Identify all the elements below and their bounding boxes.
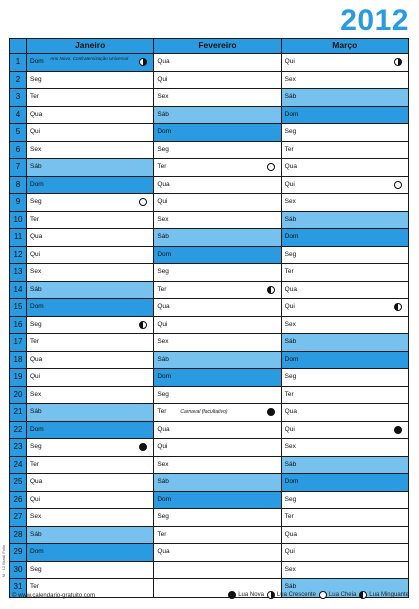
day-cell-marco bbox=[282, 72, 408, 89]
day-cell-marco bbox=[282, 562, 408, 579]
weekday-label: Ter bbox=[30, 460, 40, 468]
day-cell-janeiro bbox=[27, 492, 154, 509]
day-cell-janeiro bbox=[27, 404, 154, 421]
calendar-row-day-24 bbox=[10, 457, 408, 475]
day-cell-janeiro bbox=[27, 317, 154, 334]
day-cell-fevereiro bbox=[154, 264, 281, 281]
last-quarter-moon-icon bbox=[139, 321, 147, 329]
calendar-rows bbox=[10, 54, 408, 597]
calendar-row-day-7 bbox=[10, 159, 408, 177]
day-number: 23 bbox=[10, 439, 27, 456]
new-moon-icon bbox=[139, 443, 147, 451]
day-cell-fevereiro bbox=[154, 317, 281, 334]
day-number: 6 bbox=[10, 142, 27, 159]
day-cell-fevereiro bbox=[154, 282, 281, 299]
day-cell-marco bbox=[282, 404, 408, 421]
new-moon-icon bbox=[228, 591, 236, 599]
day-cell-janeiro bbox=[27, 159, 154, 176]
weekday-label: Qui bbox=[157, 198, 168, 206]
weekday-label: Qui bbox=[284, 303, 295, 311]
day-cell-janeiro bbox=[27, 527, 154, 544]
moon-legend bbox=[228, 591, 409, 599]
month-header-marco: Março bbox=[332, 40, 358, 50]
day-cell-fevereiro bbox=[154, 194, 281, 211]
calendar-row-day-10 bbox=[10, 212, 408, 230]
footer-website: © www.calendario-gratuito.com bbox=[12, 593, 96, 599]
day-cell-janeiro bbox=[27, 264, 154, 281]
weekday-label: Qua bbox=[157, 548, 170, 556]
weekday-label: Sáb bbox=[284, 460, 297, 468]
new-moon-icon bbox=[394, 426, 402, 434]
weekday-label: Dom bbox=[284, 233, 299, 241]
weekday-label: Qua bbox=[157, 303, 170, 311]
month-header-janeiro: Janeiro bbox=[27, 39, 154, 53]
header-corner bbox=[10, 39, 27, 53]
day-cell-marco bbox=[282, 387, 408, 404]
calendar-row-day-18 bbox=[10, 352, 408, 370]
weekday-label: Ter bbox=[284, 145, 294, 153]
weekday-label: Qui bbox=[157, 320, 168, 328]
calendar-row-day-20 bbox=[10, 387, 408, 405]
weekday-label: Sex bbox=[157, 338, 169, 346]
day-cell-marco bbox=[282, 54, 408, 71]
weekday-label: Ter bbox=[30, 93, 40, 101]
day-cell-janeiro bbox=[27, 509, 154, 526]
weekday-label: Qui bbox=[284, 180, 295, 188]
weekday-label: Ter bbox=[30, 338, 40, 346]
calendar-row-day-5 bbox=[10, 124, 408, 142]
day-number: 14 bbox=[10, 282, 27, 299]
day-cell-marco bbox=[282, 439, 408, 456]
calendar-row-day-16 bbox=[10, 317, 408, 335]
day-cell-fevereiro bbox=[154, 562, 281, 579]
weekday-label: Qua bbox=[157, 180, 170, 188]
day-cell-marco bbox=[282, 264, 408, 281]
day-cell-janeiro bbox=[27, 89, 154, 106]
weekday-label: Seg bbox=[30, 198, 42, 206]
day-cell-janeiro bbox=[27, 247, 154, 264]
day-number: 27 bbox=[10, 509, 27, 526]
weekday-label: Seg bbox=[157, 390, 169, 398]
legend-item bbox=[228, 591, 264, 599]
weekday-label: Qua bbox=[284, 408, 297, 416]
day-cell-janeiro bbox=[27, 439, 154, 456]
weekday-label: Seg bbox=[30, 443, 42, 451]
calendar-row-day-3 bbox=[10, 89, 408, 107]
weekday-label: Sáb bbox=[157, 478, 169, 486]
day-cell-marco bbox=[282, 352, 408, 369]
weekday-label: Dom bbox=[30, 58, 44, 65]
calendar-row-day-4 bbox=[10, 107, 408, 125]
calendar-row-day-26 bbox=[10, 492, 408, 510]
last-quarter-moon-icon bbox=[394, 303, 402, 311]
weekday-label: Sex bbox=[30, 145, 42, 153]
calendar-row-day-6 bbox=[10, 142, 408, 160]
day-cell-janeiro bbox=[27, 194, 154, 211]
weekday-label: Dom bbox=[284, 355, 299, 363]
day-cell-marco bbox=[282, 334, 408, 351]
weekday-label: Sáb bbox=[157, 233, 169, 241]
day-cell-marco bbox=[282, 544, 408, 561]
day-cell-janeiro bbox=[27, 562, 154, 579]
day-cell-marco bbox=[282, 369, 408, 386]
calendar-row-day-30 bbox=[10, 562, 408, 580]
day-number: 4 bbox=[10, 107, 27, 124]
weekday-label: Sáb bbox=[30, 285, 42, 293]
calendar-row-day-22 bbox=[10, 422, 408, 440]
day-number: 20 bbox=[10, 387, 27, 404]
weekday-label: Seg bbox=[284, 373, 297, 381]
weekday-label: Ter bbox=[30, 583, 40, 591]
weekday-label: Sex bbox=[284, 320, 296, 328]
weekday-label: Sáb bbox=[157, 110, 169, 118]
weekday-label: Qua bbox=[157, 58, 170, 65]
weekday-label: Qui bbox=[157, 75, 168, 83]
weekday-label: Seg bbox=[157, 268, 169, 276]
weekday-label: Seg bbox=[30, 565, 42, 573]
calendar-row-day-28 bbox=[10, 527, 408, 545]
day-number: 1 bbox=[10, 54, 27, 71]
calendar-row-day-25 bbox=[10, 474, 408, 492]
day-number: 29 bbox=[10, 544, 27, 561]
weekday-label: Qui bbox=[30, 495, 41, 503]
new-moon-icon bbox=[267, 408, 275, 416]
day-number: 7 bbox=[10, 159, 27, 176]
legend-label: Lua Minguante bbox=[369, 592, 409, 598]
day-number: 2 bbox=[10, 72, 27, 89]
day-cell-fevereiro bbox=[154, 299, 281, 316]
year-title: 2012 bbox=[340, 4, 409, 37]
day-number: 21 bbox=[10, 404, 27, 421]
day-cell-fevereiro bbox=[154, 247, 281, 264]
calendar-row-day-29 bbox=[10, 544, 408, 562]
day-cell-janeiro bbox=[27, 457, 154, 474]
holiday-note: Ano Novo, Confraternização Universal bbox=[50, 56, 129, 61]
weekday-label: Qui bbox=[284, 58, 295, 65]
weekday-label: Ter bbox=[284, 268, 294, 276]
day-cell-janeiro bbox=[27, 72, 154, 89]
day-number: 5 bbox=[10, 124, 27, 141]
day-number: 9 bbox=[10, 194, 27, 211]
weekday-label: Sáb bbox=[284, 338, 297, 346]
weekday-label: Sáb bbox=[30, 408, 42, 416]
weekday-label: Sex bbox=[284, 75, 296, 83]
weekday-label: Sex bbox=[157, 93, 169, 101]
day-cell-marco bbox=[282, 422, 408, 439]
weekday-label: Sáb bbox=[284, 583, 297, 591]
day-cell-fevereiro bbox=[154, 544, 281, 561]
legend-item bbox=[359, 591, 409, 599]
day-cell-fevereiro bbox=[154, 387, 281, 404]
weekday-label: Qua bbox=[30, 355, 43, 363]
calendar-row-day-12 bbox=[10, 247, 408, 265]
day-cell-janeiro bbox=[27, 422, 154, 439]
weekday-label: Seg bbox=[284, 128, 297, 136]
calendar-row-day-27 bbox=[10, 509, 408, 527]
weekday-label: Dom bbox=[30, 180, 44, 188]
weekday-label: Seg bbox=[30, 75, 42, 83]
day-cell-fevereiro bbox=[154, 177, 281, 194]
weekday-label: Sex bbox=[30, 513, 42, 521]
day-cell-janeiro bbox=[27, 54, 154, 71]
full-moon-icon bbox=[394, 181, 402, 189]
weekday-label: Qua bbox=[30, 478, 43, 486]
day-cell-fevereiro bbox=[154, 492, 281, 509]
calendar-row-day-21 bbox=[10, 404, 408, 422]
weekday-label: Sáb bbox=[284, 93, 297, 101]
last-quarter-moon-icon bbox=[267, 286, 275, 294]
calendar-row-day-9 bbox=[10, 194, 408, 212]
weekday-label: Ter bbox=[157, 285, 167, 293]
weekday-label: Dom bbox=[30, 425, 44, 433]
weekday-label: Qua bbox=[157, 425, 170, 433]
first-quarter-moon-icon bbox=[139, 58, 147, 66]
day-cell-fevereiro bbox=[154, 124, 281, 141]
day-cell-janeiro bbox=[27, 474, 154, 491]
day-cell-fevereiro bbox=[154, 107, 281, 124]
first-quarter-moon-icon bbox=[267, 591, 275, 599]
day-number: 18 bbox=[10, 352, 27, 369]
calendar-row-day-15 bbox=[10, 299, 408, 317]
weekday-label: Sáb bbox=[30, 530, 42, 538]
weekday-label: Qui bbox=[284, 425, 295, 433]
weekday-label: Qui bbox=[30, 373, 41, 381]
day-cell-fevereiro bbox=[154, 527, 281, 544]
day-cell-marco bbox=[282, 474, 408, 491]
day-number: 13 bbox=[10, 264, 27, 281]
weekday-label: Qui bbox=[284, 548, 295, 556]
day-cell-fevereiro bbox=[154, 89, 281, 106]
day-number: 17 bbox=[10, 334, 27, 351]
calendar-row-day-2 bbox=[10, 72, 408, 90]
day-cell-marco bbox=[282, 194, 408, 211]
weekday-label: Ter bbox=[157, 530, 167, 538]
day-cell-janeiro bbox=[27, 544, 154, 561]
weekday-label: Sex bbox=[30, 390, 42, 398]
day-cell-fevereiro bbox=[154, 474, 281, 491]
weekday-label: Dom bbox=[157, 128, 172, 136]
holiday-note: Carnaval (facultativo) bbox=[180, 409, 228, 416]
day-number: 8 bbox=[10, 177, 27, 194]
day-cell-janeiro bbox=[27, 334, 154, 351]
day-number: 24 bbox=[10, 457, 27, 474]
weekday-label: Sex bbox=[284, 565, 296, 573]
weekday-label: Sáb bbox=[284, 215, 297, 223]
day-cell-janeiro bbox=[27, 299, 154, 316]
day-number: 31 bbox=[10, 579, 27, 597]
last-quarter-moon-icon bbox=[359, 591, 367, 599]
day-number: 26 bbox=[10, 492, 27, 509]
calendar-row-day-11 bbox=[10, 229, 408, 247]
day-cell-marco bbox=[282, 159, 408, 176]
weekday-label: Qua bbox=[284, 163, 297, 171]
weekday-label: Qua bbox=[30, 110, 43, 118]
day-cell-marco bbox=[282, 89, 408, 106]
calendar-row-day-1 bbox=[10, 54, 408, 72]
day-cell-marco bbox=[282, 212, 408, 229]
weekday-label: Sex bbox=[157, 460, 169, 468]
legend-label: Lua Cheia bbox=[328, 592, 357, 598]
weekday-label: Ter bbox=[157, 408, 167, 416]
weekday-label: Sex bbox=[157, 215, 169, 223]
day-cell-fevereiro bbox=[154, 159, 281, 176]
weekday-label: Seg bbox=[30, 320, 42, 328]
weekday-label: Sex bbox=[284, 198, 296, 206]
day-cell-marco bbox=[282, 527, 408, 544]
weekday-label: Seg bbox=[157, 513, 169, 521]
day-cell-janeiro bbox=[27, 369, 154, 386]
weekday-label: Ter bbox=[30, 215, 40, 223]
day-cell-fevereiro bbox=[154, 422, 281, 439]
day-number: 12 bbox=[10, 247, 27, 264]
calendar-row-day-8 bbox=[10, 177, 408, 195]
calendar-grid bbox=[9, 38, 409, 598]
day-cell-janeiro bbox=[27, 124, 154, 141]
day-number: 28 bbox=[10, 527, 27, 544]
legend-label: Lua Nova bbox=[238, 592, 264, 598]
weekday-label: Qua bbox=[284, 530, 297, 538]
weekday-label: Sáb bbox=[157, 355, 169, 363]
weekday-label: Ter bbox=[157, 163, 167, 171]
day-number: 22 bbox=[10, 422, 27, 439]
day-cell-fevereiro bbox=[154, 369, 281, 386]
weekday-label: Seg bbox=[157, 145, 169, 153]
weekday-label: Dom bbox=[157, 373, 172, 381]
day-cell-janeiro bbox=[27, 282, 154, 299]
day-cell-janeiro bbox=[27, 142, 154, 159]
calendar-row-day-19 bbox=[10, 369, 408, 387]
day-number: 15 bbox=[10, 299, 27, 316]
day-cell-fevereiro bbox=[154, 404, 281, 421]
day-cell-marco bbox=[282, 509, 408, 526]
day-cell-marco bbox=[282, 457, 408, 474]
day-cell-janeiro bbox=[27, 229, 154, 246]
day-cell-marco bbox=[282, 282, 408, 299]
weekday-label: Seg bbox=[284, 250, 297, 258]
weekday-label: Dom bbox=[284, 478, 299, 486]
full-moon-icon bbox=[139, 198, 147, 206]
weekday-label: Sex bbox=[30, 268, 42, 276]
weekday-label: Qui bbox=[30, 250, 41, 258]
weekday-label: Ter bbox=[284, 390, 294, 398]
day-cell-janeiro bbox=[27, 387, 154, 404]
day-cell-janeiro bbox=[27, 352, 154, 369]
weekday-label: Ter bbox=[284, 513, 294, 521]
day-cell-marco bbox=[282, 317, 408, 334]
day-cell-marco bbox=[282, 107, 408, 124]
weekday-label: Dom bbox=[157, 250, 172, 258]
day-cell-marco bbox=[282, 142, 408, 159]
day-cell-fevereiro bbox=[154, 212, 281, 229]
legend-item bbox=[319, 591, 356, 599]
day-number: 10 bbox=[10, 212, 27, 229]
day-number: 16 bbox=[10, 317, 27, 334]
day-number: 11 bbox=[10, 229, 27, 246]
weekday-label: Qua bbox=[284, 285, 297, 293]
day-number: 19 bbox=[10, 369, 27, 386]
weekday-label: Qui bbox=[157, 443, 168, 451]
day-cell-marco bbox=[282, 124, 408, 141]
weekday-label: Dom bbox=[30, 303, 44, 311]
weekday-label: Dom bbox=[157, 495, 172, 503]
month-header-fevereiro: Fevereiro bbox=[154, 39, 281, 53]
day-cell-janeiro bbox=[27, 212, 154, 229]
weekday-label: Seg bbox=[284, 495, 297, 503]
calendar-row-day-14 bbox=[10, 282, 408, 300]
calendar-row-day-17 bbox=[10, 334, 408, 352]
first-quarter-moon-icon bbox=[394, 58, 402, 66]
day-cell-janeiro bbox=[27, 107, 154, 124]
day-cell-fevereiro bbox=[154, 229, 281, 246]
calendar-row-day-13 bbox=[10, 264, 408, 282]
full-moon-icon bbox=[319, 591, 327, 599]
side-print-code: M · 12 Brasil Folio bbox=[1, 545, 6, 578]
day-cell-marco bbox=[282, 229, 408, 246]
day-cell-marco bbox=[282, 299, 408, 316]
weekday-label: Sex bbox=[284, 443, 296, 451]
day-cell-marco bbox=[282, 177, 408, 194]
weekday-label: Sáb bbox=[30, 163, 42, 171]
weekday-label: Qui bbox=[30, 128, 41, 136]
day-cell-fevereiro bbox=[154, 457, 281, 474]
day-number: 30 bbox=[10, 562, 27, 579]
day-cell-fevereiro bbox=[154, 352, 281, 369]
calendar-row-day-23 bbox=[10, 439, 408, 457]
legend-item bbox=[267, 591, 316, 599]
weekday-label: Dom bbox=[284, 110, 299, 118]
day-cell-fevereiro bbox=[154, 142, 281, 159]
day-cell-marco bbox=[282, 247, 408, 264]
full-moon-icon bbox=[267, 163, 275, 171]
day-cell-fevereiro bbox=[154, 439, 281, 456]
legend-label: Lua Crescente bbox=[276, 592, 316, 598]
day-cell-fevereiro bbox=[154, 54, 281, 71]
month-header-row bbox=[10, 39, 408, 54]
day-cell-marco bbox=[282, 492, 408, 509]
day-cell-janeiro bbox=[27, 177, 154, 194]
day-cell-fevereiro bbox=[154, 509, 281, 526]
day-cell-fevereiro bbox=[154, 72, 281, 89]
day-number: 3 bbox=[10, 89, 27, 106]
weekday-label: Qua bbox=[30, 233, 43, 241]
day-cell-fevereiro bbox=[154, 334, 281, 351]
weekday-label: Dom bbox=[30, 548, 44, 556]
day-number: 25 bbox=[10, 474, 27, 491]
